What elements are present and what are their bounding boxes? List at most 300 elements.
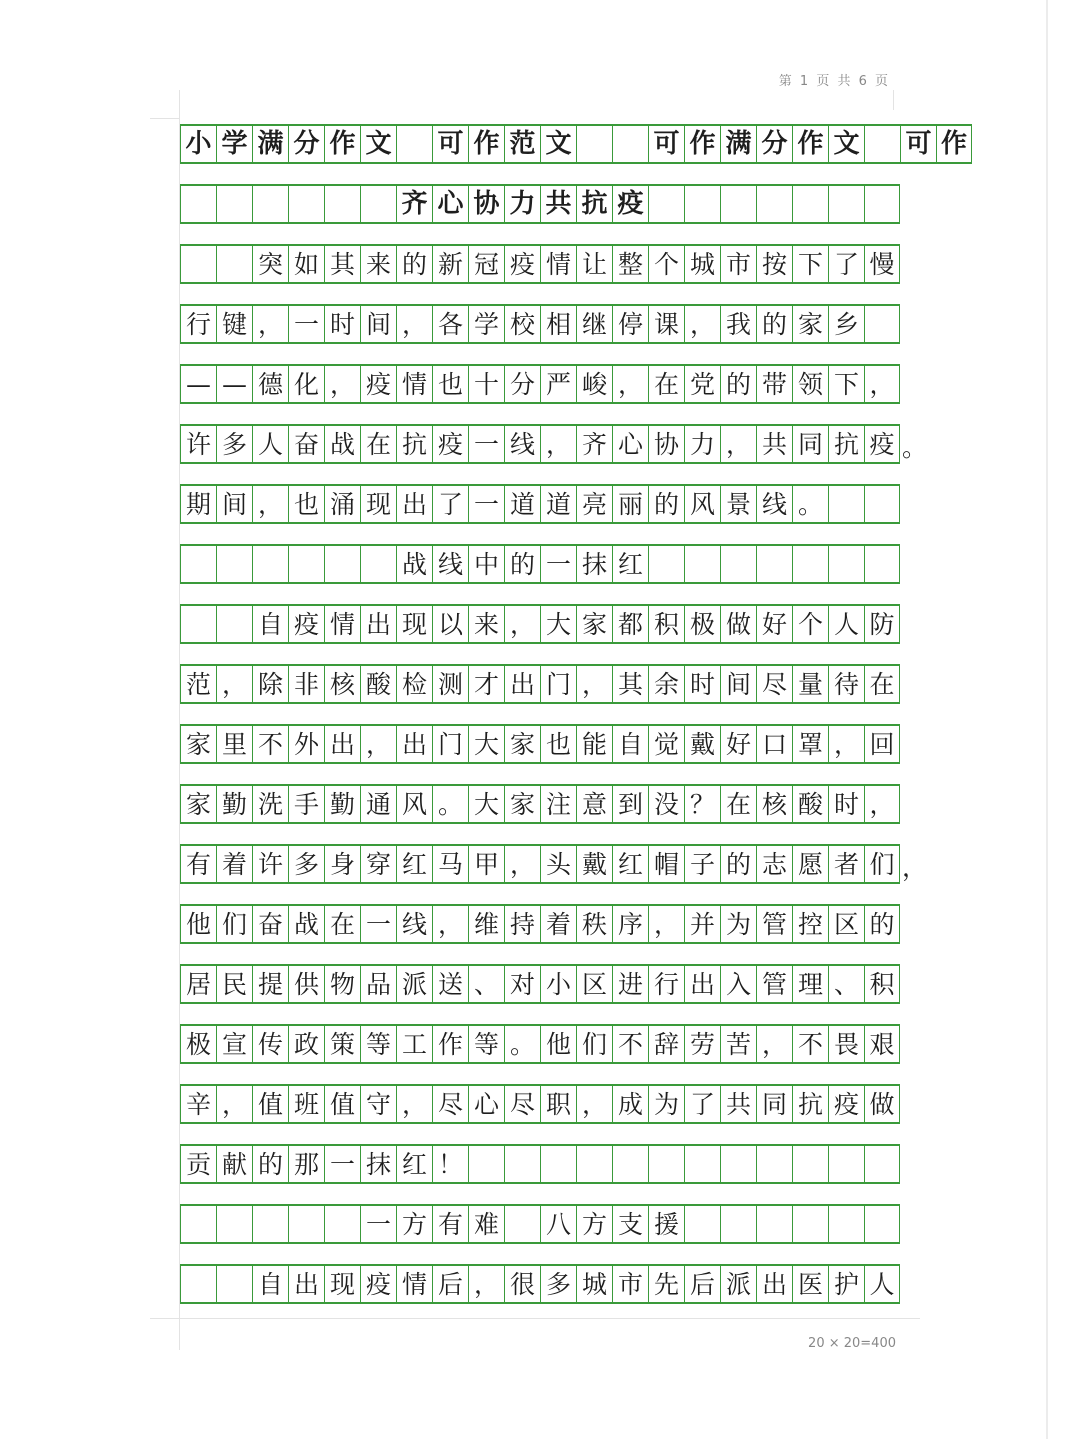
grid-cell: 维 — [468, 906, 504, 942]
grid-cell: 秩 — [576, 906, 612, 942]
grid-cell: 理 — [792, 966, 828, 1002]
grid-cell: 来 — [468, 606, 504, 642]
grid-cell: 抗 — [828, 426, 864, 462]
grid-cell: 策 — [324, 1026, 360, 1062]
grid-cell: 抗 — [792, 1086, 828, 1122]
grid-cell: 家 — [504, 726, 540, 762]
grid-cell: 一 — [324, 1146, 360, 1182]
grid-cell: 协 — [648, 426, 684, 462]
grid-cell: 洗 — [252, 786, 288, 822]
grid-cell: 力 — [684, 426, 720, 462]
grid-cell: 勤 — [324, 786, 360, 822]
grid-cell: 文 — [540, 126, 576, 162]
grid-cell: 马 — [432, 846, 468, 882]
grid-cell: 出 — [756, 1266, 792, 1302]
grid-cell: 者 — [828, 846, 864, 882]
grid-cell: 风 — [396, 786, 432, 822]
grid-cell: 人 — [252, 426, 288, 462]
grid-cell: 出 — [288, 1266, 324, 1302]
grid-cell — [324, 186, 360, 222]
grid-cell: 党 — [684, 366, 720, 402]
grid-cell: 战 — [396, 546, 432, 582]
grid-cell: 线 — [432, 546, 468, 582]
grid-cell: 文 — [828, 126, 864, 162]
grid-cell — [720, 186, 756, 222]
grid-cell: ， — [576, 1086, 612, 1122]
grid-cell — [648, 1146, 684, 1182]
grid-cell: 辞 — [648, 1026, 684, 1062]
grid-cell: ， — [864, 786, 900, 822]
grid-cell: 一 — [468, 426, 504, 462]
grid-cell: 景 — [720, 486, 756, 522]
grid-cell: 八 — [540, 1206, 576, 1242]
grid-cell: 酸 — [360, 666, 396, 702]
grid-cell: 齐 — [396, 186, 432, 222]
grid-cell: 新 — [432, 246, 468, 282]
grid-cell: 心 — [612, 426, 648, 462]
grid-cell: 一 — [360, 1206, 396, 1242]
grid-cell: 作 — [792, 126, 828, 162]
grid-cell: 多 — [540, 1266, 576, 1302]
grid-cell: 帽 — [648, 846, 684, 882]
grid-cell — [720, 1146, 756, 1182]
grid-cell: 时 — [324, 306, 360, 342]
grid-cell: 丽 — [612, 486, 648, 522]
grid-cell: 积 — [864, 966, 900, 1002]
grid-cell — [216, 606, 252, 642]
grid-cell: 的 — [864, 906, 900, 942]
grid-cell: 战 — [288, 906, 324, 942]
text-row — [180, 544, 900, 584]
grid-cell: 尽 — [432, 1086, 468, 1122]
grid-cell: 为 — [720, 906, 756, 942]
grid-cell: 课 — [648, 306, 684, 342]
grid-cell: 间 — [216, 486, 252, 522]
grid-cell: 个 — [792, 606, 828, 642]
grid-cell: 他 — [180, 906, 216, 942]
grid-cell — [756, 1206, 792, 1242]
grid-cell: 尽 — [756, 666, 792, 702]
grid-cell: 进 — [612, 966, 648, 1002]
grid-cell: ， — [576, 666, 612, 702]
grid-cell: 疫 — [288, 606, 324, 642]
grid-cell: 一 — [540, 546, 576, 582]
text-row — [180, 424, 900, 464]
grid-cell: 着 — [540, 906, 576, 942]
grid-cell: 居 — [180, 966, 216, 1002]
grid-cell: 化 — [288, 366, 324, 402]
grid-cell: 亮 — [576, 486, 612, 522]
page-indicator: 第 1 页 共 6 页 — [778, 74, 890, 89]
grid-cell: 个 — [648, 246, 684, 282]
grid-cell — [864, 186, 900, 222]
grid-cell — [216, 1266, 252, 1302]
grid-cell: 核 — [756, 786, 792, 822]
grid-cell: 畏 — [828, 1026, 864, 1062]
grid-cell: 疫 — [864, 426, 900, 462]
grid-cell: 线 — [396, 906, 432, 942]
grid-cell: 行 — [648, 966, 684, 1002]
grid-cell — [864, 546, 900, 582]
grid-cell: 线 — [504, 426, 540, 462]
grid-cell: 班 — [288, 1086, 324, 1122]
grid-cell: 时 — [684, 666, 720, 702]
grid-cell: 许 — [180, 426, 216, 462]
grid-cell: 抹 — [360, 1146, 396, 1182]
grid-cell: 学 — [216, 126, 252, 162]
grid-cell: 注 — [540, 786, 576, 822]
grid-cell: — — [180, 366, 216, 402]
grid-cell: 键 — [216, 306, 252, 342]
grid-cell: 分 — [288, 126, 324, 162]
grid-cell: 守 — [360, 1086, 396, 1122]
grid-cell: ， — [396, 306, 432, 342]
grid-cell: 也 — [540, 726, 576, 762]
grid-cell — [828, 486, 864, 522]
grid-cell: 值 — [252, 1086, 288, 1122]
grid-cell: 辛 — [180, 1086, 216, 1122]
grid-cell: 继 — [576, 306, 612, 342]
grid-cell — [684, 1146, 720, 1182]
grid-cell: 作 — [936, 126, 972, 162]
grid-cell: 志 — [756, 846, 792, 882]
grid-cell: 中 — [468, 546, 504, 582]
grid-cell: ， — [540, 426, 576, 462]
grid-cell: 的 — [504, 546, 540, 582]
text-row — [180, 604, 900, 644]
grid-cell: 现 — [324, 1266, 360, 1302]
grid-cell: 间 — [360, 306, 396, 342]
grid-cell: 相 — [540, 306, 576, 342]
grid-cell: 家 — [792, 306, 828, 342]
grid-cell: 没 — [648, 786, 684, 822]
grid-cell: 分 — [504, 366, 540, 402]
grid-cell: ， — [504, 846, 540, 882]
grid-cell: 医 — [792, 1266, 828, 1302]
grid-cell: 按 — [756, 246, 792, 282]
grid-cell: 。 — [504, 1026, 540, 1062]
grid-cell: 小 — [540, 966, 576, 1002]
grid-cell: 慢 — [864, 246, 900, 282]
grid-cell: 冠 — [468, 246, 504, 282]
grid-cell: ， — [396, 1086, 432, 1122]
grid-cell: ， — [684, 306, 720, 342]
grid-cell: 勤 — [216, 786, 252, 822]
grid-cell: 量 — [792, 666, 828, 702]
grid-cell — [288, 546, 324, 582]
grid-cell: 派 — [396, 966, 432, 1002]
grid-cell — [720, 1206, 756, 1242]
grid-cell: ， — [756, 1026, 792, 1062]
grid-cell — [756, 186, 792, 222]
grid-cell: 奋 — [288, 426, 324, 462]
grid-cell: 里 — [216, 726, 252, 762]
grid-cell: ， — [216, 666, 252, 702]
grid-cell: 疫 — [828, 1086, 864, 1122]
grid-cell: 外 — [288, 726, 324, 762]
grid-cell — [756, 1146, 792, 1182]
grid-cell: 城 — [684, 246, 720, 282]
grid-cell: 一 — [288, 306, 324, 342]
grid-cell: 现 — [360, 486, 396, 522]
grid-cell: 以 — [432, 606, 468, 642]
grid-cell: 德 — [252, 366, 288, 402]
grid-cell: 市 — [720, 246, 756, 282]
grid-cell — [252, 186, 288, 222]
grid-cell: 了 — [432, 486, 468, 522]
grid-cell: 大 — [468, 786, 504, 822]
grid-cell: 了 — [684, 1086, 720, 1122]
grid-cell — [792, 186, 828, 222]
grid-cell: 待 — [828, 666, 864, 702]
grid-cell — [828, 1146, 864, 1182]
grid-cell: 后 — [432, 1266, 468, 1302]
grid-cell: 在 — [864, 666, 900, 702]
text-row — [180, 724, 900, 764]
grid-cell — [180, 1266, 216, 1302]
grid-cell — [252, 546, 288, 582]
grid-cell: 手 — [288, 786, 324, 822]
grid-cell: 核 — [324, 666, 360, 702]
grid-cell: 有 — [432, 1206, 468, 1242]
grid-cell: 很 — [504, 1266, 540, 1302]
grid-cell: 检 — [396, 666, 432, 702]
grid-cell: 各 — [432, 306, 468, 342]
grid-cell: 风 — [684, 486, 720, 522]
grid-cell: 作 — [468, 126, 504, 162]
grid-cell: 一 — [360, 906, 396, 942]
grid-cell: 红 — [396, 846, 432, 882]
grid-cell: 人 — [864, 1266, 900, 1302]
grid-cell: 齐 — [576, 426, 612, 462]
grid-cell: 人 — [828, 606, 864, 642]
grid-cell: 、 — [828, 966, 864, 1002]
grid-cell: 除 — [252, 666, 288, 702]
grid-cell: 甲 — [468, 846, 504, 882]
grid-cell: 的 — [396, 246, 432, 282]
grid-cell: 供 — [288, 966, 324, 1002]
text-row — [180, 844, 900, 884]
grid-cell: 多 — [288, 846, 324, 882]
grid-cell: 同 — [792, 426, 828, 462]
grid-cell: 下 — [792, 246, 828, 282]
grid-cell: 力 — [504, 186, 540, 222]
grid-cell: ！ — [432, 1146, 468, 1182]
grid-cell — [324, 546, 360, 582]
grid-cell: 情 — [324, 606, 360, 642]
grid-cell: 好 — [720, 726, 756, 762]
grid-cell: 余 — [648, 666, 684, 702]
grid-cell — [360, 546, 396, 582]
grid-cell: 出 — [684, 966, 720, 1002]
grid-cell: 家 — [180, 786, 216, 822]
grid-cell: 自 — [612, 726, 648, 762]
grid-cell: 派 — [720, 1266, 756, 1302]
grid-cell: 。 — [792, 486, 828, 522]
grid-cell: 疫 — [612, 186, 648, 222]
grid-cell: 区 — [828, 906, 864, 942]
grid-cell: 停 — [612, 306, 648, 342]
grid-cell: 间 — [720, 666, 756, 702]
grid-cell: 的 — [648, 486, 684, 522]
grid-cell: 如 — [288, 246, 324, 282]
grid-cell: 自 — [252, 1266, 288, 1302]
grid-cell — [828, 1206, 864, 1242]
grid-cell — [576, 1146, 612, 1182]
grid-cell: 职 — [540, 1086, 576, 1122]
grid-cell: 学 — [468, 306, 504, 342]
grid-cell: 测 — [432, 666, 468, 702]
grid-cell: 道 — [540, 486, 576, 522]
grid-cell: ， — [360, 726, 396, 762]
grid-cell: 方 — [396, 1206, 432, 1242]
grid-cell: 大 — [468, 726, 504, 762]
grid-cell: ， — [504, 606, 540, 642]
grid-cell: 疫 — [432, 426, 468, 462]
grid-cell: 他 — [540, 1026, 576, 1062]
grid-cell: 期 — [180, 486, 216, 522]
grid-cell: 通 — [360, 786, 396, 822]
grid-cell: 头 — [540, 846, 576, 882]
text-row — [180, 1264, 900, 1304]
grid-cell — [648, 546, 684, 582]
grid-cell: 积 — [648, 606, 684, 642]
grid-cell: ， — [648, 906, 684, 942]
grid-cell: 的 — [756, 306, 792, 342]
grid-cell: 作 — [684, 126, 720, 162]
grid-cell — [540, 1146, 576, 1182]
grid-cell: 尽 — [504, 1086, 540, 1122]
grid-cell: 管 — [756, 966, 792, 1002]
grid-cell: 城 — [576, 1266, 612, 1302]
grid-cell — [468, 1146, 504, 1182]
grid-cell: 、 — [468, 966, 504, 1002]
grid-cell — [864, 486, 900, 522]
grid-cell — [864, 1206, 900, 1242]
grid-cell: 出 — [396, 726, 432, 762]
grid-cell: 市 — [612, 1266, 648, 1302]
grid-cell: 在 — [324, 906, 360, 942]
grid-cell: 时 — [828, 786, 864, 822]
grid-cell: 也 — [432, 366, 468, 402]
grid-cell — [180, 606, 216, 642]
grid-cell: 门 — [432, 726, 468, 762]
grid-cell: 行 — [180, 306, 216, 342]
grid-cell — [576, 126, 612, 162]
grid-cell: 不 — [252, 726, 288, 762]
grid-cell: 送 — [432, 966, 468, 1002]
grid-cell — [360, 186, 396, 222]
grid-cell — [756, 546, 792, 582]
grid-cell: 品 — [360, 966, 396, 1002]
grid-cell: 做 — [720, 606, 756, 642]
grid-cell: 提 — [252, 966, 288, 1002]
grid-cell: 严 — [540, 366, 576, 402]
grid-cell: 自 — [252, 606, 288, 642]
grid-cell — [216, 1206, 252, 1242]
grid-cell: 红 — [396, 1146, 432, 1182]
grid-cell: 共 — [540, 186, 576, 222]
grid-cell: — — [216, 366, 252, 402]
text-row — [180, 1024, 900, 1064]
grid-cell: 有 — [180, 846, 216, 882]
banner-row — [180, 124, 972, 164]
grid-cell: 。 — [432, 786, 468, 822]
grid-cell: 后 — [684, 1266, 720, 1302]
grid-cell: 满 — [252, 126, 288, 162]
grid-cell: 管 — [756, 906, 792, 942]
grid-cell: 极 — [684, 606, 720, 642]
grid-cell: 范 — [180, 666, 216, 702]
grid-cell: 涌 — [324, 486, 360, 522]
grid-cell: 整 — [612, 246, 648, 282]
grid-cell: 物 — [324, 966, 360, 1002]
grid-cell: 心 — [432, 186, 468, 222]
grid-cell: 抗 — [576, 186, 612, 222]
grid-cell: ， — [612, 366, 648, 402]
grid-cell — [324, 1206, 360, 1242]
grid-cell: 共 — [756, 426, 792, 462]
grid-cell: 在 — [648, 366, 684, 402]
grid-size-label: 20 × 20=400 — [808, 1336, 896, 1351]
grid-cell: 峻 — [576, 366, 612, 402]
grid-cell — [288, 1206, 324, 1242]
grid-cell: 们 — [576, 1026, 612, 1062]
grid-cell — [252, 1206, 288, 1242]
grid-cell — [180, 1206, 216, 1242]
grid-cell: 们 — [864, 846, 900, 882]
text-row — [180, 964, 900, 1004]
grid-cell: 现 — [396, 606, 432, 642]
grid-cell: 献 — [216, 1146, 252, 1182]
grid-cell: 方 — [576, 1206, 612, 1242]
text-row — [180, 664, 900, 704]
grid-cell: 苦 — [720, 1026, 756, 1062]
grid-cell: ， — [864, 366, 900, 402]
grid-cell: 乡 — [828, 306, 864, 342]
grid-cell: 为 — [648, 1086, 684, 1122]
grid-cell: 抗 — [396, 426, 432, 462]
grid-cell — [864, 306, 900, 342]
grid-cell: 戴 — [684, 726, 720, 762]
grid-cell: 许 — [252, 846, 288, 882]
overflow-punctuation: ， — [902, 853, 928, 882]
grid-cell: 也 — [288, 486, 324, 522]
grid-cell — [216, 546, 252, 582]
grid-cell: 十 — [468, 366, 504, 402]
grid-cell: 不 — [792, 1026, 828, 1062]
grid-cell: 身 — [324, 846, 360, 882]
grid-cell: 可 — [432, 126, 468, 162]
grid-cell: 其 — [612, 666, 648, 702]
grid-cell: ？ — [684, 786, 720, 822]
grid-cell: 区 — [576, 966, 612, 1002]
grid-cell: 口 — [756, 726, 792, 762]
grid-cell: 子 — [684, 846, 720, 882]
grid-cell: 成 — [612, 1086, 648, 1122]
grid-cell: 愿 — [792, 846, 828, 882]
grid-cell: 意 — [576, 786, 612, 822]
grid-cell: 戴 — [576, 846, 612, 882]
grid-cell: ， — [720, 426, 756, 462]
grid-cell — [504, 1206, 540, 1242]
grid-cell: 让 — [576, 246, 612, 282]
grid-cell: 范 — [504, 126, 540, 162]
grid-cell — [684, 546, 720, 582]
grid-cell: 的 — [720, 366, 756, 402]
grid-cell — [828, 186, 864, 222]
title-row — [180, 184, 900, 224]
